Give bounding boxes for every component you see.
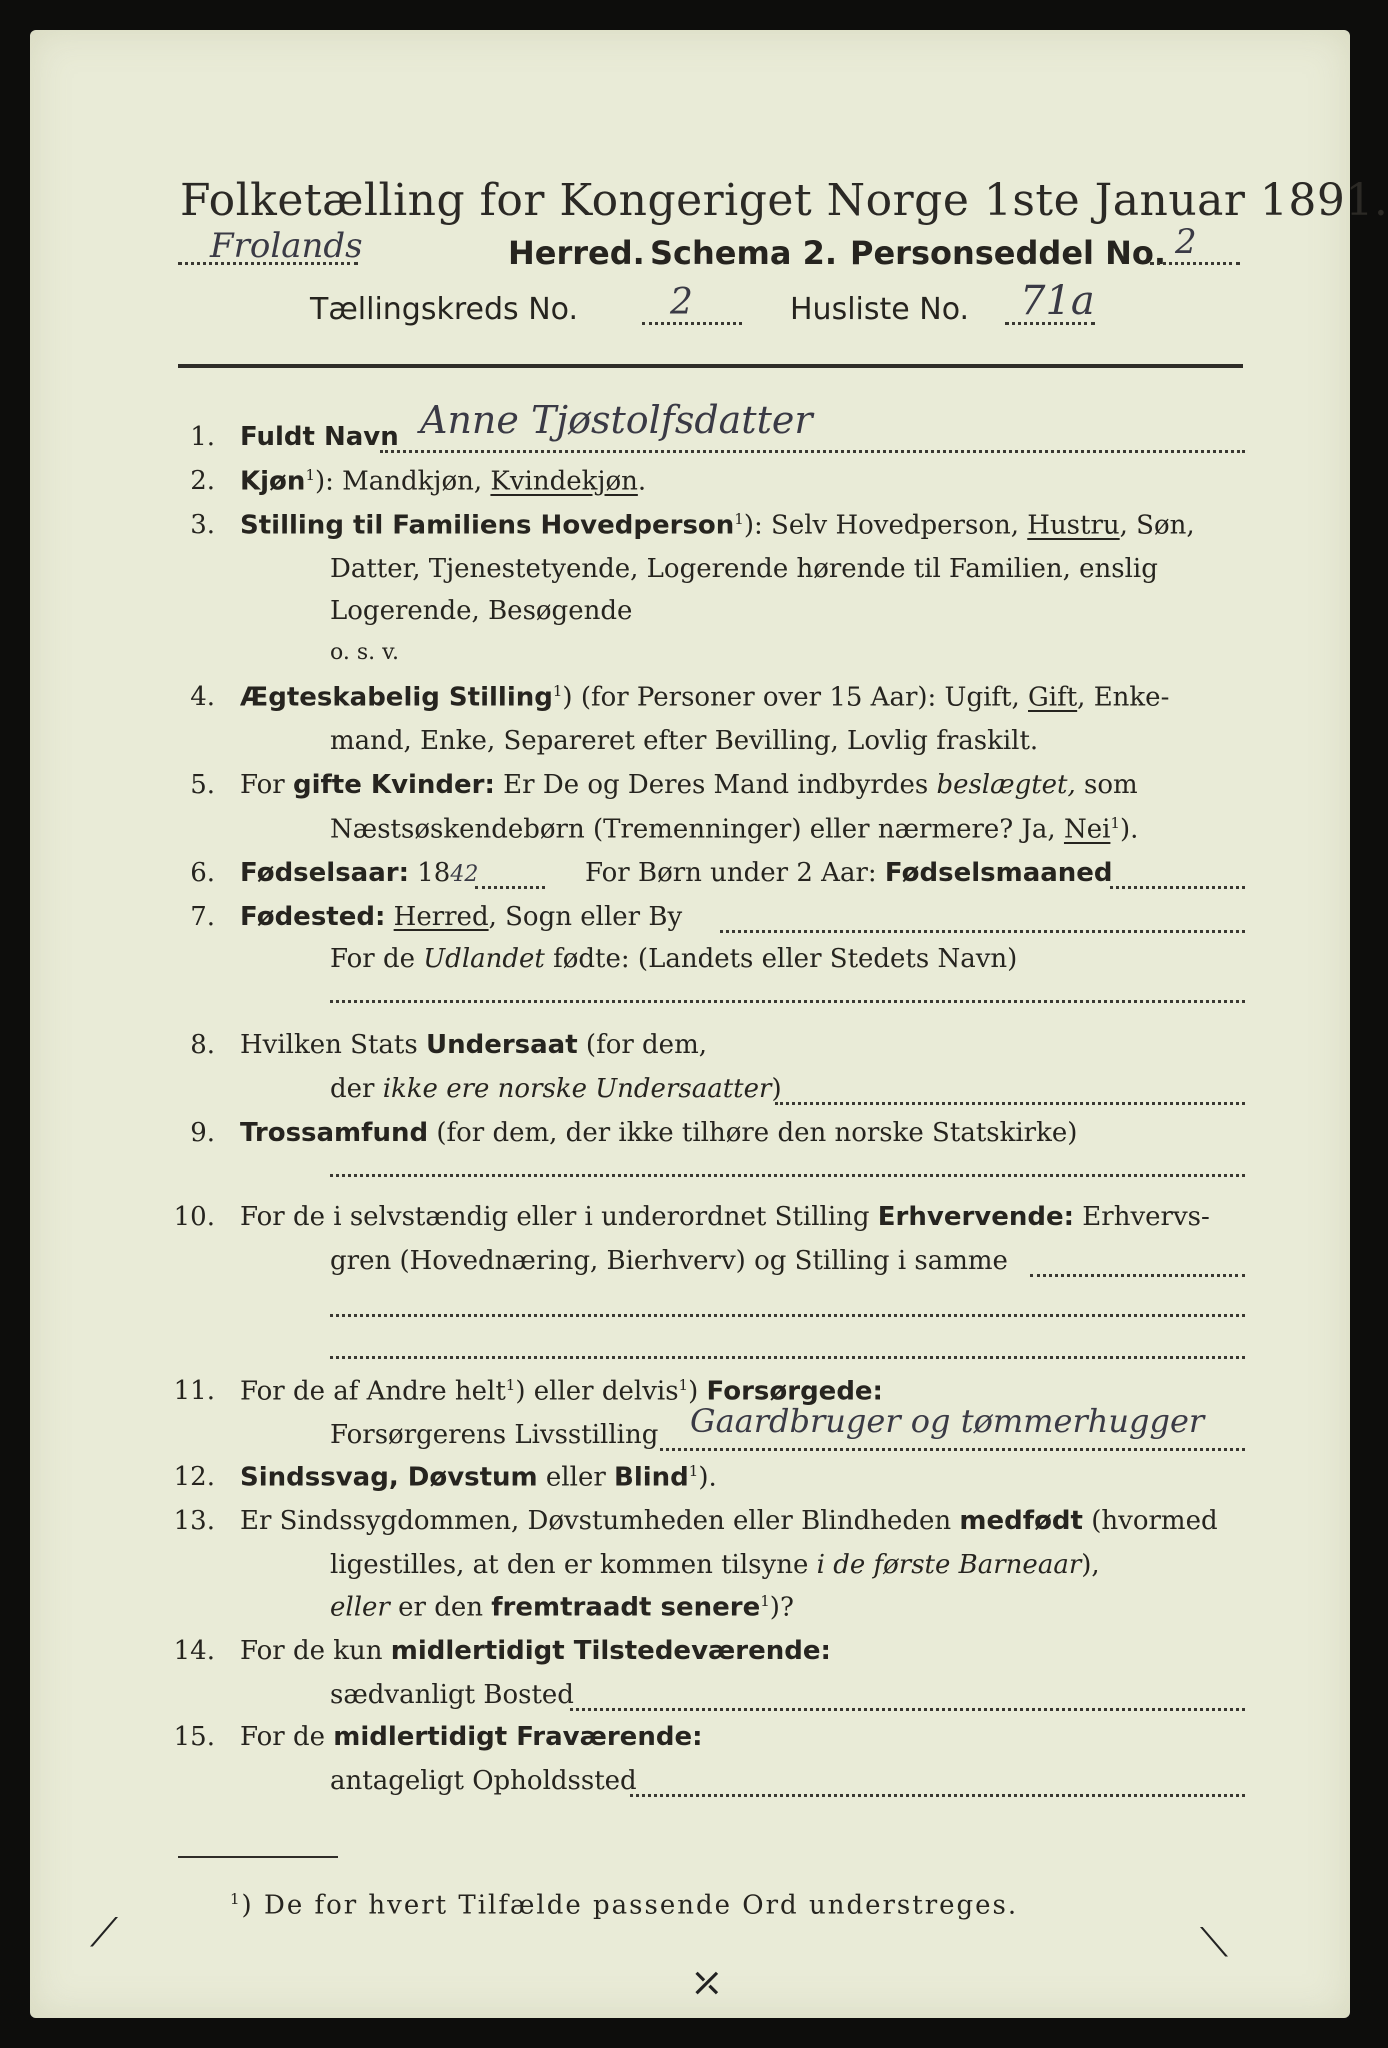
item-text-pre: Hvilken Stats <box>240 1030 426 1060</box>
item-text-rest: For Børn under 2 Aar: <box>585 858 885 888</box>
footnote-marker: 1 <box>230 1890 242 1908</box>
item-label: Kjøn <box>240 466 306 497</box>
item-text-pre: For de kun <box>240 1636 391 1666</box>
item-label: Fødselsmaaned <box>884 858 1113 888</box>
item-text-line <box>330 1074 782 1104</box>
italic-text: ikke ere norske Undersaatter <box>382 1074 772 1104</box>
item-text <box>240 1030 707 1060</box>
item-text <box>240 1506 1218 1536</box>
item-text-rest: For de <box>330 944 424 974</box>
item-number: 14. <box>173 1636 215 1666</box>
italic-text: beslægtet, <box>936 770 1076 800</box>
item-text-mid: ) eller delvis <box>515 1376 679 1407</box>
underlined-choice: Gift <box>1028 682 1078 713</box>
item-text-tail: , Enke- <box>1077 682 1170 713</box>
item-text-mid: eller <box>537 1462 615 1493</box>
footnote-ref: 1 <box>305 466 315 484</box>
item-text-tail: Erhvervs- <box>1074 1202 1210 1232</box>
item-label: Fødested: <box>240 902 386 932</box>
husliste-value: 71a <box>1020 278 1095 324</box>
item-text-tail: )? <box>769 1592 794 1623</box>
item-text-mid: ) <box>688 1376 707 1407</box>
dotted-line <box>1030 1274 1245 1277</box>
item-text-tail: . <box>637 466 647 497</box>
item-text-line <box>330 1592 794 1623</box>
underlined-choice: Herred <box>393 902 489 932</box>
item-text-line: Logerende, Besøgende <box>330 596 633 626</box>
item-text-pre: For de <box>240 1722 334 1752</box>
dotted-line <box>1110 886 1245 889</box>
item-number: 3. <box>190 510 215 540</box>
footnote: $^1$) De for hvert Tilfælde passende Ord understreges. <box>230 1890 1019 1921</box>
footnote-ref: 1 <box>1110 814 1120 832</box>
item-text-rest: , Sogn eller By <box>488 902 683 932</box>
item-text-rest: (for dem, der ikke tilhøre den norske Statskirke) <box>428 1118 1078 1148</box>
italic-text: eller <box>330 1592 390 1623</box>
schema-label: Schema 2. <box>650 234 837 272</box>
item-number: 4. <box>190 682 215 712</box>
item-text <box>240 510 1195 541</box>
year-prefix: 18 <box>409 858 451 888</box>
herred-value: Frolands <box>210 226 363 266</box>
item-number: 15. <box>173 1722 215 1752</box>
item-text-line: sædvanligt Bosted <box>330 1680 574 1710</box>
underlined-choice: Nei <box>1063 814 1111 845</box>
item-text-tail: ). <box>1119 814 1139 845</box>
item-text-pre: For de i selvstændig eller i underordnet Stilling <box>240 1202 878 1232</box>
provider-occupation-value: Gaardbruger og tømmerhugger <box>690 1402 1205 1440</box>
husliste-label: Husliste No. <box>790 292 970 327</box>
item-text <box>240 770 1138 800</box>
item-number: 2. <box>190 466 215 496</box>
item-text-pre: For de af Andre helt <box>240 1376 506 1407</box>
dotted-line <box>330 1000 1245 1003</box>
dotted-line <box>660 1448 1245 1451</box>
item-label: gifte Kvinder: <box>292 770 495 800</box>
item-text-tail: fødte: (Landets eller Stedets Navn) <box>544 944 1018 974</box>
dotted-line <box>630 1794 1245 1797</box>
item-text <box>240 1118 1077 1148</box>
item-label: medfødt <box>959 1506 1083 1536</box>
item-text <box>240 1722 702 1752</box>
item-text-pre: For <box>240 770 293 800</box>
item-label: Blind <box>614 1462 689 1493</box>
dotted-line <box>720 930 1245 933</box>
footnote-ref: 1 <box>678 1376 689 1394</box>
item-text-tail: ). <box>698 1462 717 1493</box>
item-label: Fødselsaar: <box>240 858 409 888</box>
item-text-line: antageligt Opholdssted <box>330 1766 637 1796</box>
item-text-line <box>330 1550 1100 1580</box>
item-text-rest: Næstsøskendebørn (Tremenninger) eller nærmere? Ja, <box>330 814 1064 845</box>
item-text-line: o. s. v. <box>330 640 399 665</box>
item-text-line: gren (Hovednæring, Bierhverv) og Stilling i samme <box>330 1246 1008 1276</box>
census-form <box>30 30 1388 2018</box>
item-text-tail: ), <box>1081 1550 1100 1580</box>
item-text-rest: ): Mandkjøn, <box>314 466 491 497</box>
item-number: 6. <box>190 858 215 888</box>
item-number: 13. <box>173 1506 215 1536</box>
item-text <box>240 1636 831 1666</box>
item-text-line: Datter, Tjenestetyende, Logerende hørende til Familien, enslig <box>330 554 1158 584</box>
item-text-line: mand, Enke, Separeret efter Bevilling, Lovlig fraskilt. <box>330 726 1039 756</box>
item-text-pre: Er Sindssygdommen, Døvstumheden eller Blindheden <box>240 1506 960 1536</box>
cross-mark-icon: ⤫ <box>690 1960 724 2006</box>
footnote-ref: 1 <box>505 1376 516 1394</box>
underlined-choice: Hustru <box>1027 510 1120 541</box>
item-text-line: Forsørgerens Livsstilling <box>330 1420 659 1450</box>
item-label: Fuldt Navn <box>240 422 399 452</box>
italic-text: i de første Barneaar <box>816 1550 1082 1580</box>
corner-mark-icon: ⟋ <box>90 1910 118 1956</box>
item-label: Undersaat <box>425 1030 578 1060</box>
birth-year-value: 42 <box>450 862 479 887</box>
footnote-ref: 1 <box>734 510 744 528</box>
dotted-line <box>380 450 1245 453</box>
form-title: Folketælling for Kongeriget Norge 1ste Januar 1891. <box>180 175 1388 226</box>
item-text-line <box>330 814 1138 845</box>
item-text <box>240 682 1169 713</box>
personseddel-label: Personseddel No. <box>850 234 1167 272</box>
item-number: 12. <box>173 1462 215 1492</box>
item-text-tail: ) <box>771 1074 782 1104</box>
item-text <box>585 858 1113 888</box>
item-number: 7. <box>190 902 215 932</box>
item-text-rest: Er De og Deres Mand indbyrdes <box>494 770 937 800</box>
item-label: Trossamfund <box>240 1118 429 1148</box>
dotted-line <box>330 1314 1245 1317</box>
dotted-line <box>475 886 545 889</box>
kreds-value: 2 <box>670 282 693 323</box>
item-number: 8. <box>190 1030 215 1060</box>
dotted-line <box>330 1174 1245 1177</box>
item-label: Forsørgede: <box>706 1376 883 1407</box>
item-label: Ægteskabelig Stilling <box>240 682 553 713</box>
item-number: 10. <box>173 1202 215 1232</box>
dotted-line <box>1150 262 1240 265</box>
dotted-line <box>570 1708 1245 1711</box>
kreds-label: Tællingskreds No. <box>310 292 578 327</box>
underlined-choice: Kvindekjøn <box>490 466 638 497</box>
header-rule <box>178 364 1243 368</box>
item-number: 5. <box>190 770 215 800</box>
item-label: midlertidigt Fraværende: <box>333 1722 703 1752</box>
item-text <box>240 858 478 888</box>
item-text <box>240 1462 717 1493</box>
italic-text: Udlandet <box>423 944 545 974</box>
item-text-tail: (for dem, <box>577 1030 707 1060</box>
name-value: Anne Tjøstolfsdatter <box>420 398 813 442</box>
item-label: midlertidigt Tilstedeværende: <box>390 1636 831 1666</box>
footnote-ref: 1 <box>552 682 563 700</box>
dotted-line <box>330 1356 1245 1359</box>
item-number: 9. <box>190 1118 215 1148</box>
item-text-mid: er den <box>389 1592 492 1623</box>
item-number: 1. <box>190 422 215 452</box>
footnote-ref: 1 <box>688 1462 699 1480</box>
corner-mark-icon: ⟍ <box>1200 1920 1228 1966</box>
footnote-rule <box>178 1856 338 1858</box>
item-text-pre: der <box>330 1074 383 1104</box>
item-text-pre: ligestilles, at den er kommen tilsyne <box>330 1550 817 1580</box>
footnote-text: De for hvert Tilfælde passende Ord understreges. <box>263 1890 1019 1921</box>
item-text-tail: , Søn, <box>1119 510 1195 541</box>
personseddel-value: 2 <box>1175 222 1197 262</box>
item-text <box>240 466 646 497</box>
item-text-rest: ) (for Personer over 15 Aar): Ugift, <box>562 682 1029 713</box>
item-text <box>240 1202 1210 1232</box>
item-number: 11. <box>173 1376 215 1406</box>
item-text <box>240 902 682 932</box>
item-label: fremtraadt senere <box>491 1592 761 1623</box>
footnote-ref: 1 <box>760 1592 770 1610</box>
dotted-line <box>775 1102 1245 1105</box>
item-label: Sindssvag, Døvstum <box>240 1462 538 1493</box>
item-label: Erhvervende: <box>877 1202 1075 1232</box>
item-text-tail: som <box>1075 770 1138 800</box>
item-text-rest: ): Selv Hovedperson, <box>743 510 1028 541</box>
item-text-tail: (hvormed <box>1082 1506 1218 1536</box>
item-label: Stilling til Familiens Hovedperson <box>240 510 735 541</box>
item-text-line <box>330 944 1017 974</box>
herred-label: Herred. <box>508 234 645 272</box>
